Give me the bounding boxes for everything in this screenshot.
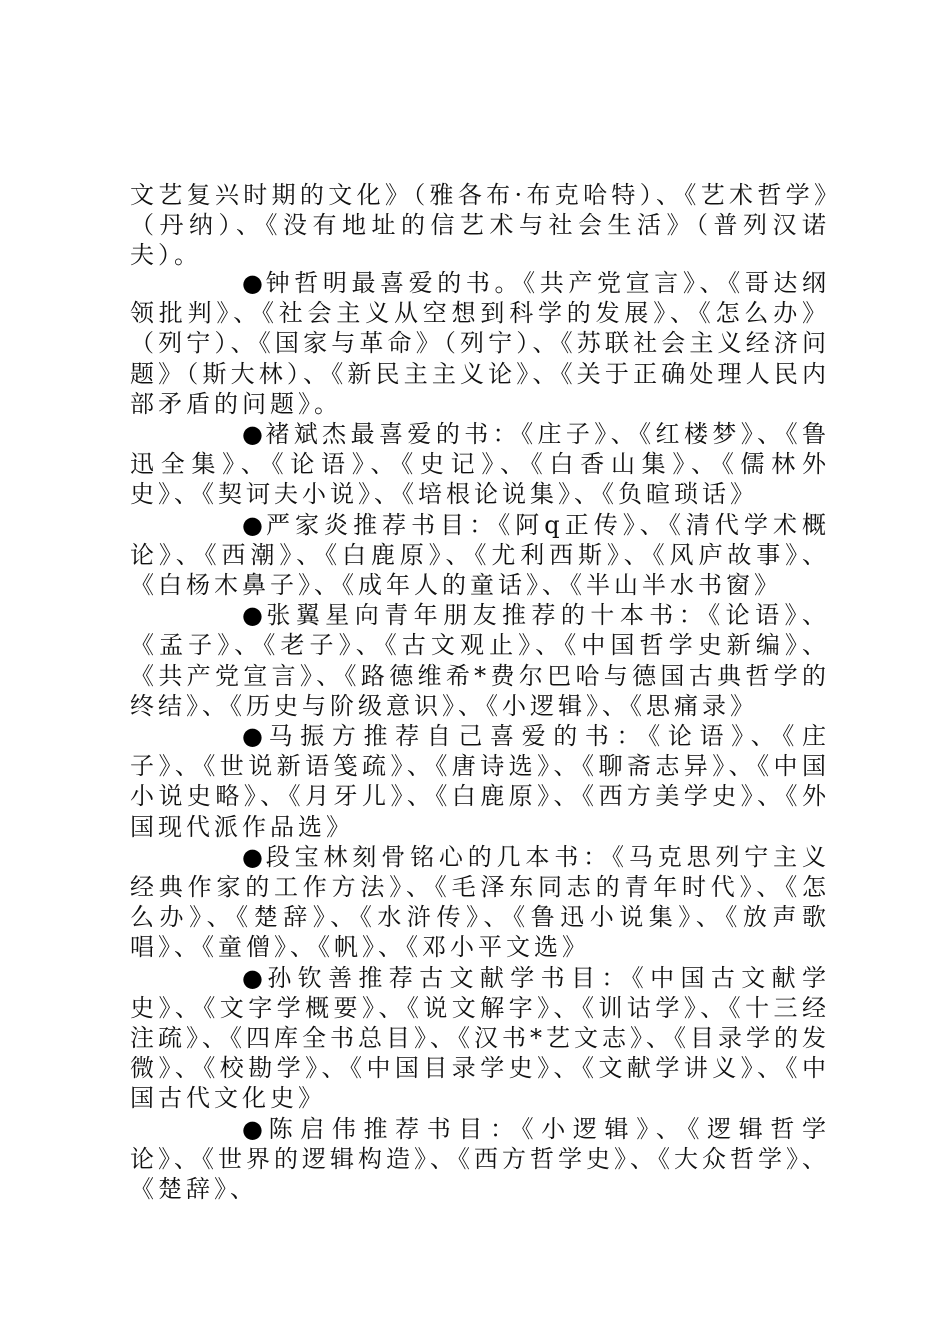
list-item-text: 段宝林刻骨铭心的几本书：《马克思列宁主义经典作家的工作方法》、《毛泽东同志的青年时代》、《怎么办》、《楚辞》、《水浒传》、《鲁迅小说集》、《放声歌唱》、《童僧》、《帆》、《邓小平文选》 xyxy=(130,842,830,962)
intro-paragraph xyxy=(130,180,830,271)
bullet-icon: ● xyxy=(242,842,263,871)
bullet-icon: ● xyxy=(242,420,263,449)
bullet-icon: ● xyxy=(242,510,263,539)
list-item xyxy=(130,963,830,1114)
bullet-icon: ● xyxy=(242,601,263,630)
list-item-text: 马振方推荐自己喜爱的书：《论语》、《庄子》、《世说新语笺疏》、《唐诗选》、《聊斋志异》、《中国小说史略》、《月牙儿》、《白鹿原》、《西方美学史》、《外国现代派作品选》 xyxy=(130,722,830,841)
intro-text: 文艺复兴时期的文化》（雅各布·布克哈特）、《艺术哲学》（丹纳）、《没有地址的信艺术与社会生活》（普列汉诺夫）。 xyxy=(130,181,830,270)
list-item-text: 钟哲明最喜爱的书。《共产党宣言》、《哥达纲领批判》、《社会主义从空想到科学的发展》、《怎么办》（列宁）、《国家与革命》（列宁）、《苏联社会主义经济问题》（斯大林）、《新民主主义论》、《关于正确处理人民内部矛盾的问题》。 xyxy=(130,269,830,418)
list-item xyxy=(130,600,830,721)
bullet-icon: ● xyxy=(242,963,263,992)
list-item xyxy=(130,268,830,419)
list-item-text: 陈启伟推荐书目：《小逻辑》、《逻辑哲学论》、《世界的逻辑构造》、《西方哲学史》、《大众哲学》、《楚辞》、 xyxy=(130,1114,830,1204)
list-item-text: 严家炎推荐书目：《阿q正传》、《清代学术概论》、《西潮》、《白鹿原》、《尤利西斯》、《风庐故事》、《白杨木鼻子》、《成年人的童话》、《半山半水书窗》 xyxy=(130,510,830,600)
list-item-text: 张翼星向青年朋友推荐的十本书：《论语》、《孟子》、《老子》、《古文观止》、《中国哲学史新编》、《共产党宣言》、《路德维希*费尔巴哈与德国古典哲学的终结》、《历史与阶级意识》、《小逻辑》、《思痛录》 xyxy=(130,601,830,720)
list-item xyxy=(130,510,830,601)
list-item xyxy=(130,842,830,963)
bullet-icon: ● xyxy=(242,722,263,751)
list-item xyxy=(130,419,830,510)
list-item-text: 孙钦善推荐古文献学书目：《中国古文献学史》、《文字学概要》、《说文解字》、《训诂学》、《十三经注疏》、《四库全书总目》、《汉书*艺文志》、《目录学的发微》、《校勘学》、《中国目录学史》、《文献学讲义》、《中国古代文化史》 xyxy=(130,963,830,1113)
bullet-icon: ● xyxy=(242,1114,263,1143)
list-item xyxy=(130,721,830,842)
recommendation-list xyxy=(130,268,830,1204)
list-item-text: 褚斌杰最喜爱的书：《庄子》、《红楼梦》、《鲁迅全集》、《论语》、《史记》、《白香山集》、《儒林外史》、《契诃夫小说》、《培根论说集》、《负暄琐话》 xyxy=(130,420,830,509)
bullet-icon: ● xyxy=(242,269,263,297)
list-item xyxy=(130,1114,830,1205)
